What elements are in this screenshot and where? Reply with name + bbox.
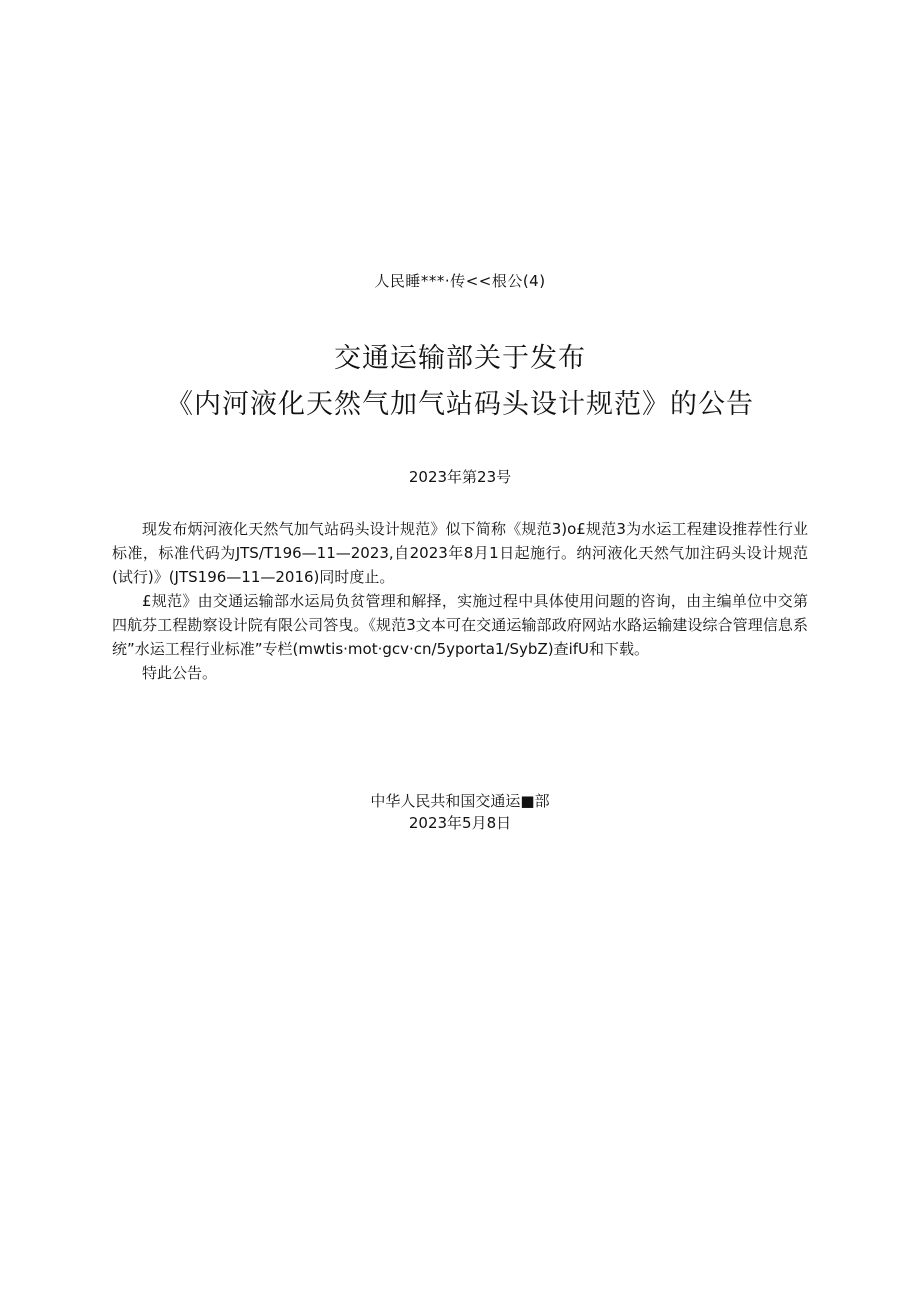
- signature-block: [0, 790, 920, 834]
- document-title: [0, 336, 920, 428]
- body-paragraph-3: 特此公告。: [142, 664, 218, 682]
- body-paragraph-1: 现发布炳河液化天然气加气站码头设计规范》似下简称《规范3)o£规范3为水运工程建设推荐性行业标准，标准代码为JTS/T196—11—2023,自2023年8月1日起施行。纳河液化天然气加注码头设计规范(试行)》(JTS196—11—2016)同时度止。: [112, 520, 808, 586]
- issue-number: 2023年第23号: [408, 468, 512, 486]
- announcement-body: [112, 517, 808, 685]
- document-number: 人民睡***·传<<根公(4): [374, 272, 546, 290]
- title-line-2: 《内河液化天然气加气站码头设计规范》的公告: [166, 389, 754, 420]
- title-line-1: 交通运输部关于发布: [334, 343, 586, 374]
- body-paragraph-2: £规范》由交通运输部水运局负贫管理和解择，实施过程中具体使用问题的咨询，由主编单位中交第四航芬工程勘察设计院有限公司答曳。《规范3文本可在交通运输部政府网站水路运输建设综合管理信息系统”水运工程行业标准”专栏(mwtis·mot·gcv·cn/5yporta1/SybZ)查ifU和下载。: [112, 592, 808, 658]
- issuing-organization: 中华人民共和国交通运■部: [370, 792, 550, 810]
- issue-date: 2023年5月8日: [408, 814, 512, 832]
